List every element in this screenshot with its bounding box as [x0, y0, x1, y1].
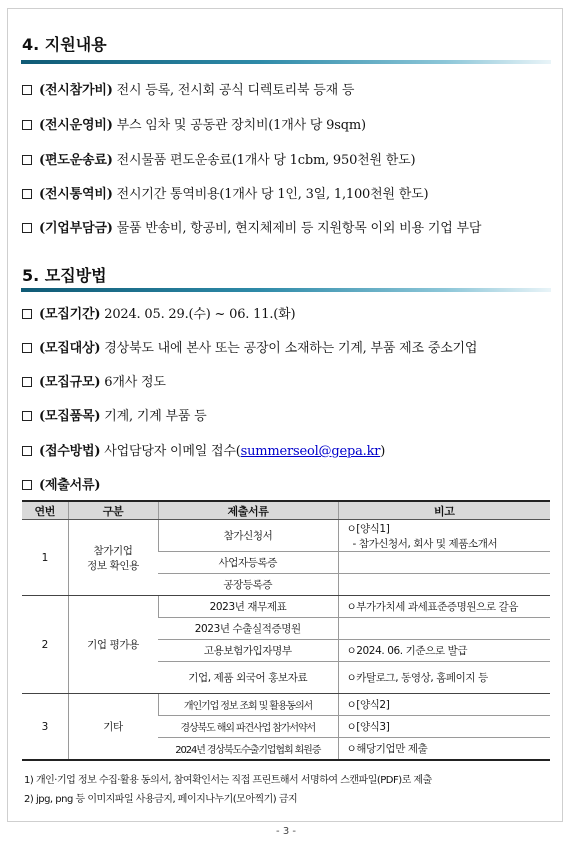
document-name: 고용보험가입자명부	[158, 640, 338, 662]
document-name: 2024년 경상북도수출기업협회 회원증	[158, 738, 338, 761]
support-item-operation-fee	[22, 114, 366, 133]
checkbox-icon	[22, 189, 32, 199]
table-row	[22, 694, 550, 716]
item-label: (기업부담금)	[39, 221, 113, 236]
document-name: 경상북도 해외 파견사업 참가서약서	[158, 716, 338, 738]
item-text-close: )	[380, 444, 386, 459]
table-header-row	[22, 501, 550, 520]
document-note: ㅇ2024. 06. 기준으로 발급	[338, 640, 550, 662]
item-label: (모집기간)	[39, 307, 101, 322]
header-number: 연번	[22, 501, 68, 520]
item-label: (모집대상)	[39, 341, 101, 356]
recruit-item-scale	[22, 371, 166, 390]
document-name: 공장등록증	[158, 574, 338, 596]
support-item-participation-fee	[22, 79, 354, 98]
group-category: 기업 평가용	[68, 596, 158, 694]
checkbox-icon	[22, 223, 32, 233]
document-name: 기업, 제품 외국어 홍보자료	[158, 662, 338, 694]
group-category	[68, 520, 158, 596]
support-item-shipping-fee	[22, 149, 415, 168]
item-label: (제출서류)	[39, 478, 101, 493]
note-line: - 참가신청서, 회사 및 제품소개서	[352, 537, 498, 550]
group-number: 2	[22, 596, 68, 694]
document-name: 2023년 수출실적증명원	[158, 618, 338, 640]
item-text: 사업담당자 이메일 접수(	[100, 444, 241, 459]
recruit-item-products	[22, 405, 207, 424]
document-note	[338, 520, 550, 552]
item-text: 전시물품 편도운송료(1개사 당 1cbm, 950천원 한도)	[112, 153, 416, 168]
item-label: (전시통역비)	[39, 187, 113, 202]
section-5-title: 5. 모집방법	[22, 266, 107, 285]
item-text: 부스 임차 및 공동관 장치비(1개사 당 9sqm)	[112, 118, 366, 133]
checkbox-icon	[22, 411, 32, 421]
footnote-1: 1) 개인·기업 정보 수집·활용 동의서, 참여확인서는 직접 프린트해서 서명하여 스캔파일(PDF)로 제출	[24, 775, 432, 786]
item-text: 전시 등록, 전시회 공식 디렉토리북 등재 등	[112, 83, 355, 98]
category-line: 정보 확인용	[87, 559, 139, 572]
checkbox-icon	[22, 377, 32, 387]
document-note	[338, 574, 550, 596]
recruit-item-documents	[22, 474, 100, 493]
section-4-title: 4. 지원내용	[22, 35, 107, 54]
document-note	[338, 552, 550, 574]
document-name: 2023년 재무제표	[158, 596, 338, 618]
item-label: (전시참가비)	[39, 83, 113, 98]
document-note: ㅇ카탈로그, 동영상, 홈페이지 등	[338, 662, 550, 694]
section-5-divider	[21, 288, 551, 292]
page-number: - 3 -	[276, 826, 296, 837]
document-note	[338, 618, 550, 640]
item-text: 전시기간 통역비용(1개사 당 1인, 3일, 1,100천원 한도)	[112, 187, 429, 202]
item-label: (접수방법)	[39, 444, 101, 459]
checkbox-icon	[22, 85, 32, 95]
item-text: 기계, 기계 부품 등	[100, 409, 207, 424]
item-label: (모집품목)	[39, 409, 101, 424]
document-note: ㅇ[양식2]	[338, 694, 550, 716]
item-label: (전시운영비)	[39, 118, 113, 133]
header-note: 비고	[338, 501, 550, 520]
recruit-item-period	[22, 303, 295, 322]
item-text: 6개사 정도	[100, 375, 166, 390]
recruit-item-target	[22, 337, 477, 356]
header-category: 구분	[68, 501, 158, 520]
item-label: (모집규모)	[39, 375, 101, 390]
header-document: 제출서류	[158, 501, 338, 520]
checkbox-icon	[22, 343, 32, 353]
recruit-item-apply-method	[22, 440, 385, 459]
document-note: ㅇ부가가치세 과세표준증명원으로 갈음	[338, 596, 550, 618]
documents-table	[22, 500, 550, 761]
document-note: ㅇ[양식3]	[338, 716, 550, 738]
document-name: 개인기업 정보 조회 및 활용동의서	[158, 694, 338, 716]
section-4-divider	[21, 60, 551, 64]
item-text: 물품 반송비, 항공비, 현지체제비 등 지원항목 이외 비용 기업 부담	[112, 221, 482, 236]
document-name: 사업자등록증	[158, 552, 338, 574]
support-item-interpretation-fee	[22, 183, 428, 202]
table-row	[22, 596, 550, 618]
group-number: 3	[22, 694, 68, 761]
item-label: (편도운송료)	[39, 153, 113, 168]
item-text: 경상북도 내에 본사 또는 공장이 소재하는 기계, 부품 제조 중소기업	[100, 341, 478, 356]
group-number: 1	[22, 520, 68, 596]
checkbox-icon	[22, 155, 32, 165]
table-row	[22, 520, 550, 552]
checkbox-icon	[22, 120, 32, 130]
group-category: 기타	[68, 694, 158, 761]
document-name: 참가신청서	[158, 520, 338, 552]
category-line: 참가기업	[93, 544, 133, 557]
support-item-company-burden	[22, 217, 481, 236]
checkbox-icon	[22, 480, 32, 490]
email-link[interactable]: summerseol@gepa.kr	[240, 444, 381, 459]
note-line: ㅇ[양식1]	[346, 522, 390, 535]
checkbox-icon	[22, 309, 32, 319]
checkbox-icon	[22, 446, 32, 456]
footnote-2: 2) jpg, png 등 이미지파일 사용금지, 페이지나누기(모아찍기) 금지	[24, 794, 298, 805]
document-note: ㅇ해당기업만 제출	[338, 738, 550, 761]
item-text: 2024. 05. 29.(수) ~ 06. 11.(화)	[100, 307, 296, 322]
